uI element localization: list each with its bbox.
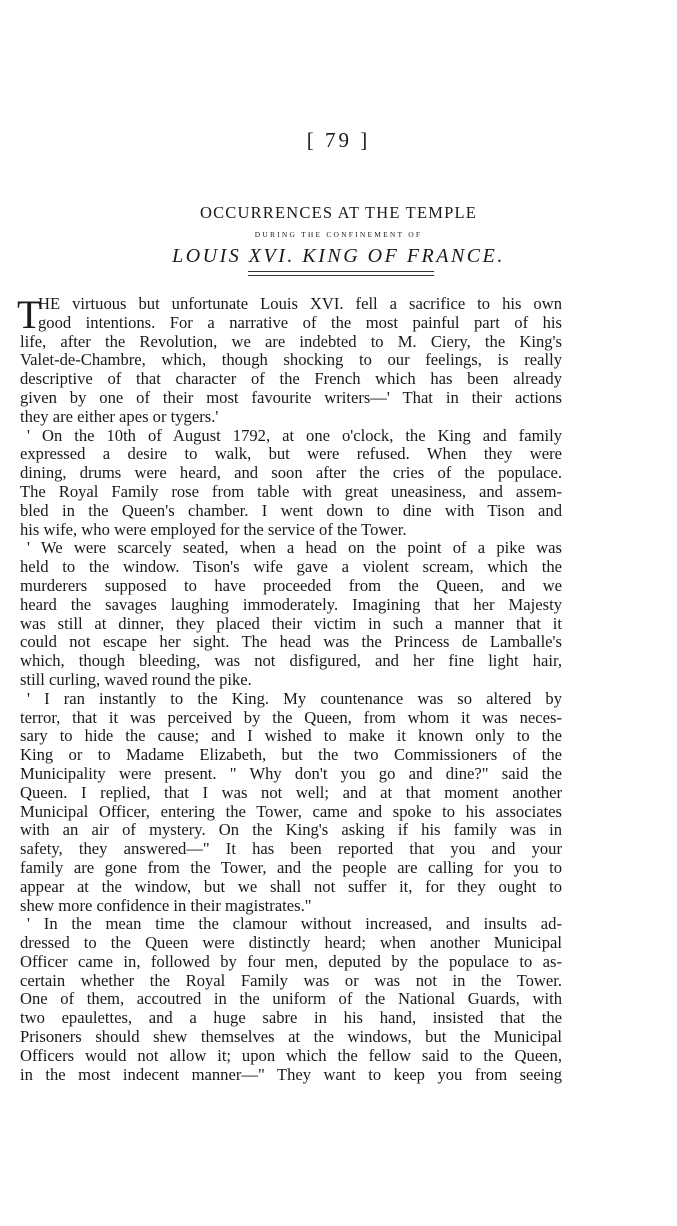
text-line: they are either apes or tygers.'	[20, 407, 219, 426]
text-line: good intentions. For a narrative of the most painful part of his	[38, 313, 562, 332]
text-line: given by one of their most favourite writers—' That in their actions	[20, 388, 562, 407]
text-line: King or to Madame Elizabeth, but the two Commissioners of the	[20, 746, 562, 765]
text-line: Municipality were present. " Why don't you go and dine?" said the	[20, 764, 562, 783]
text-line: The Royal Family rose from table with great uneasiness, and assem-	[20, 482, 562, 501]
text-line: Officers would not allow it; upon which the fellow said to the Queen,	[20, 1046, 562, 1065]
text-line: shew more confidence in their magistrates."	[20, 896, 312, 915]
text-line: Queen. I replied, that I was not well; and at that moment another	[20, 783, 562, 802]
body-text	[17, 292, 562, 1084]
text-line: held to the window. Tison's wife gave a violent scream, which the	[20, 558, 562, 577]
text-line: bled in the Queen's chamber. I went down to dine with Tison and	[20, 501, 562, 520]
text-line: ' We were scarcely seated, when a head on the point of a pike was	[27, 539, 562, 558]
text-line: appear at the window, but we shall not suffer it, for they ought to	[20, 877, 562, 896]
text-line: family are gone from the Tower, and the people are calling for you to	[20, 858, 562, 877]
text-line: life, after the Revolution, we are indebted to M. Ciery, the King's	[20, 332, 562, 351]
article-title: OCCURRENCES AT THE TEMPLE	[199, 203, 478, 222]
title-rule	[248, 271, 434, 276]
text-line: descriptive of that character of the French which has been already	[20, 370, 562, 389]
text-line: certain whether the Royal Family was or was not in the Tower.	[20, 971, 562, 990]
text-line: ' I ran instantly to the King. My countenance was so altered by	[27, 689, 562, 708]
article-subtitle: DURING THE CONFINEMENT OF	[254, 230, 423, 239]
page-number: [ 79 ]	[306, 128, 371, 152]
text-line: could not escape her sight. The head was the Princess de Lamballe's	[20, 633, 562, 652]
text-line: One of them, accoutred in the uniform of the National Guards, with	[20, 990, 562, 1009]
text-line: ' In the mean time the clamour without increased, and insults ad-	[27, 915, 562, 934]
text-line: dressed to the Queen were distinctly heard; when another Municipal	[20, 934, 562, 953]
text-line: Officer came in, followed by four men, deputed by the populace to as-	[20, 952, 562, 971]
text-line: dining, drums were heard, and soon after the cries of the populace.	[20, 464, 562, 483]
text-line: still curling, waved round the pike.	[20, 670, 252, 689]
text-line: his wife, who were employed for the service of the Tower.	[20, 520, 407, 539]
text-line: expressed a desire to walk, but were refused. When they were	[20, 445, 562, 464]
text-line: sary to hide the cause; and I wished to make it known only to the	[20, 727, 562, 746]
text-line: with an air of mystery. On the King's asking if his family was in	[20, 821, 562, 840]
text-line: safety, they answered—" It has been reported that you and your	[20, 840, 562, 859]
text-line: heard the savages laughing immoderately. Imagining that her Majesty	[20, 595, 562, 614]
text-line: ' On the 10th of August 1792, at one o'clock, the King and family	[27, 426, 562, 445]
text-line: two epaulettes, and a huge sabre in his hand, insisted that the	[20, 1009, 562, 1028]
drop-cap: T	[17, 292, 42, 337]
text-line: was still at dinner, they placed their victim in such a manner that it	[20, 614, 562, 633]
text-line: Prisoners should shew themselves at the windows, but the Municipal	[20, 1028, 562, 1047]
text-line: murderers supposed to have proceeded from the Queen, and we	[20, 576, 562, 595]
text-line: HE virtuous but unfortunate Louis XVI. fell a sacrifice to his own	[38, 295, 562, 313]
text-line: Valet-de-Chambre, which, though shocking to our feelings, is really	[20, 351, 562, 370]
article-heading: LOUIS XVI. KING OF FRANCE.	[172, 245, 505, 267]
text-line: terror, that it was perceived by the Queen, from whom it was neces-	[20, 708, 562, 727]
text-lines	[20, 295, 562, 1084]
text-line: which, though bleeding, was not disfigured, and her fine light hair,	[20, 652, 562, 671]
text-line: in the most indecent manner—" They want to keep you from seeing	[20, 1065, 562, 1084]
text-line: Municipal Officer, entering the Tower, came and spoke to his associates	[20, 802, 562, 821]
